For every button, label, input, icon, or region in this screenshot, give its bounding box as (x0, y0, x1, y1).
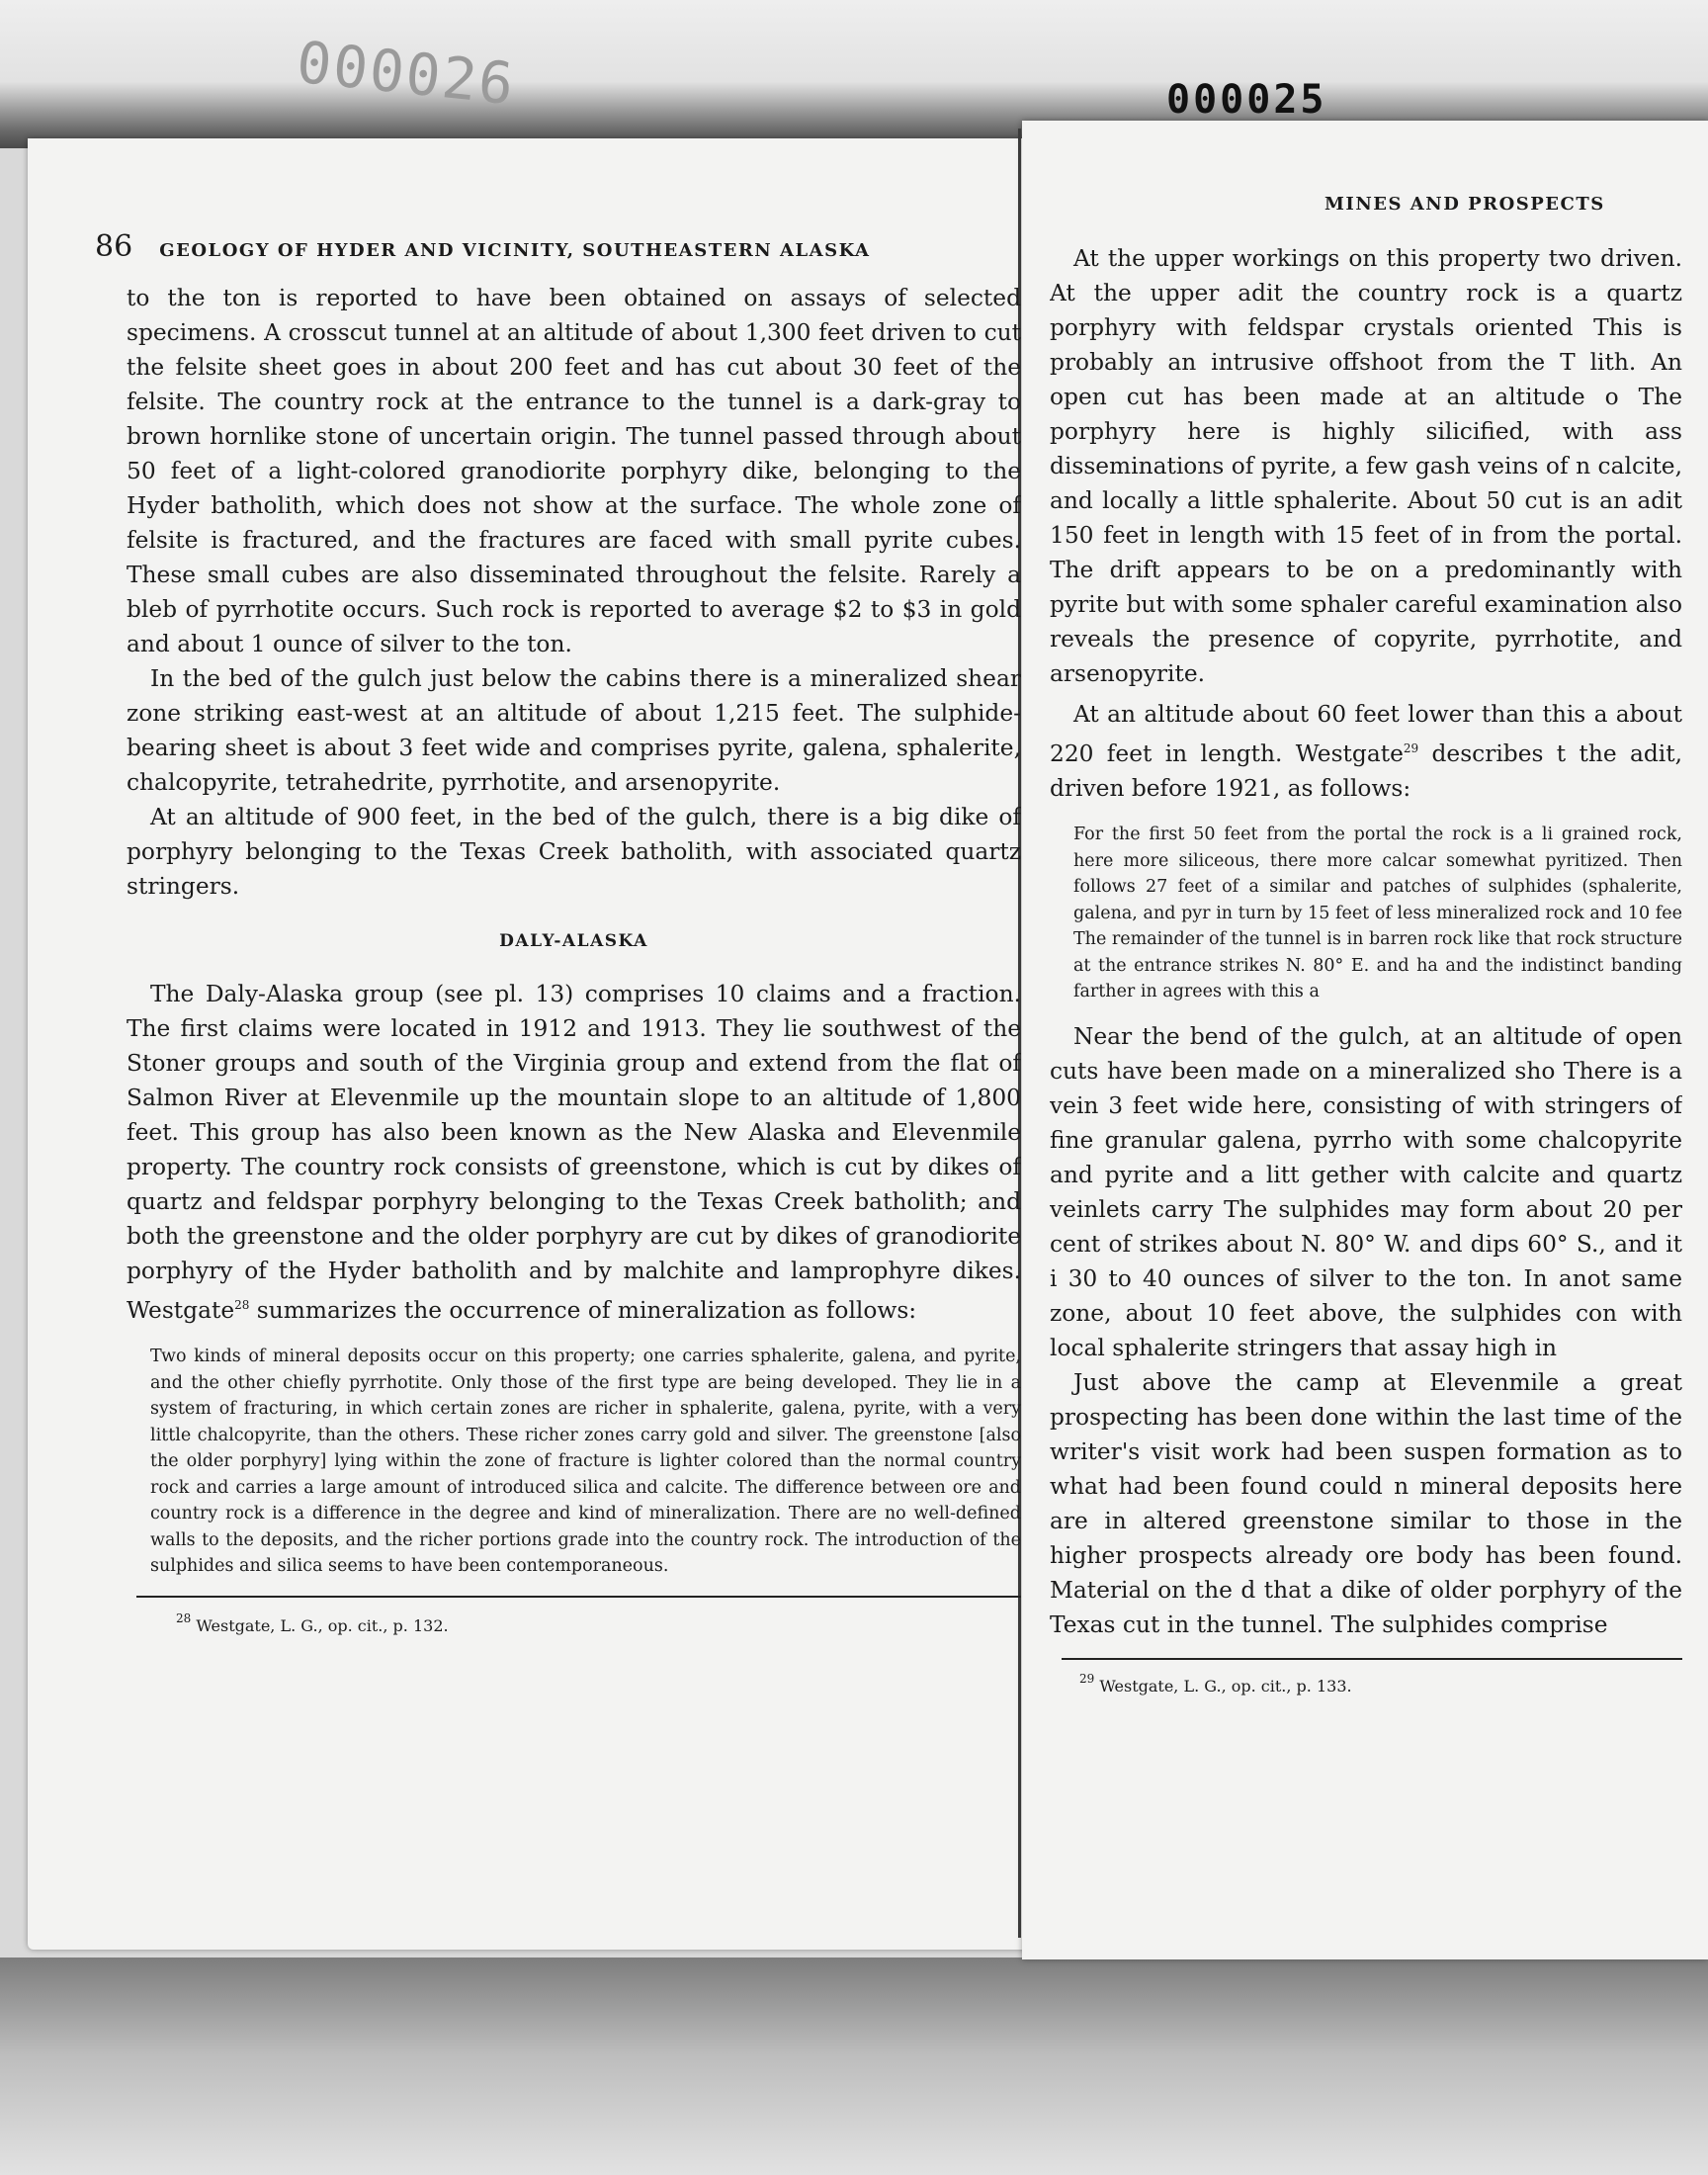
right-text-column (1050, 241, 1682, 1892)
running-title: GEOLOGY OF HYDER AND VICINITY, SOUTHEASTERN ALASKA (159, 240, 871, 261)
footnote-mark: 28 (176, 1610, 192, 1625)
block-quote: Two kinds of mineral deposits occur on this property; one carries sphalerite, galena, and pyrite, and the other chiefly pyrrhotite. Only those of the first type are being developed. They lie in a system of fracturing, in which certain zones are richer in sphalerite, galena, pyrite, with a very little chalcopyrite, than the others. These richer zones carry gold and silver. The greenstone [also the older porphyry] lying within the zone of fracture is lighter colored than the normal country rock and carries a large amount of introduced silica and calcite. The difference between ore and country rock is a difference in the degree and kind of mineralization. There are no well-defined walls to the deposits, and the richer portions grade into the country rock. The introduction of the sulphides and silica seems to have been contemporaneous. (150, 1347, 1021, 1576)
footnote-reference: 29 (1403, 741, 1419, 755)
paragraph-text: At an altitude about 60 feet lower than this a about 220 feet in length. Westgate (1050, 701, 1682, 767)
section-heading: DALY-ALASKA (499, 931, 648, 951)
paragraph (1050, 697, 1682, 806)
footnote-mark: 29 (1079, 1671, 1095, 1686)
paragraph-text: The Daly-Alaska group (see pl. 13) comprises 10 claims and a fraction. The first claims were located in 1912 and 1913. They lie southwest of the Stoner groups and south of the Virginia group and extend from the flat of Salmon River at Elevenmile up the mountain slope to an altitude of 1,800 feet. This group has also been known as the New Alaska and Elevenmile property. The country rock consists of greenstone, which is cut by dikes of quartz and feldspar porphyry belonging to the Texas Creek batholith; and both the greenstone and the older porphyry are cut by dikes of granodiorite porphyry of the Hyder batholith and by malchite and lamprophyre dikes. Westgate (127, 981, 1021, 1324)
footnote-rule (1062, 1658, 1682, 1660)
paragraph: Near the bend of the gulch, at an altitude of open cuts have been made on a mineralized sho There is a vein 3 feet wide here, consisting of with stringers of fine granular galena, pyrrho with some chalcopyrite and pyrite and a litt gether with calcite and quartz veinlets carry The sulphides may form about 20 per cent of strikes about N. 80° W. and dips 60° S., and it i 30 to 40 ounces of silver to the ton. In anot same zone, about 10 feet above, the sulphides con with local sphalerite stringers that assay high in (1050, 1022, 1682, 1361)
paragraph (127, 977, 1021, 1328)
block-quote: For the first 50 feet from the portal the rock is a li grained rock, here more siliceous, there more calcar somewhat pyritized. Then follows 27 feet of a similar and patches of sulphides (sphalerite, galena, and pyr in turn by 15 feet of less mineralized rock and 10 fee The remainder of the tunnel is in barren rock like that rock structure at the entrance strikes N. 80° E. and ha and the indistinct banding farther in agrees with this a (1073, 825, 1682, 1001)
paragraph: At the upper workings on this property two driven. At the upper adit the country rock is a quartz porphyry with feldspar crystals oriented This is probably an intrusive offshoot from the T lith. An open cut has been made at an altitude o The porphyry here is highly silicified, with ass disseminations of pyrite, a few gash veins of n calcite, and locally a little sphalerite. About 50 cut is an adit 150 feet in length with 15 feet of in from the portal. The drift appears to be on a predominantly with pyrite but with some sphaler careful examination also reveals the presence of copyrite, pyrrhotite, and arsenopyrite. (1050, 245, 1682, 687)
footnote-rule (136, 1596, 1021, 1598)
paragraph: In the bed of the gulch just below the cabins there is a mineralized shear zone striking east-west at an altitude of about 1,215 feet. The sulphide-bearing sheet is about 3 feet wide and comprises pyrite, galena, sphalerite, chalcopyrite, tetrahedrite, pyrrhotite, and arsenopyrite. (127, 665, 1021, 796)
left-running-head (95, 229, 984, 264)
footnote (1079, 1672, 1682, 1696)
right-column-content (1050, 241, 1682, 1696)
page-number: 86 (95, 229, 133, 264)
footnote (176, 1611, 1021, 1635)
faded-stamp-number: 000026 (294, 28, 519, 119)
paragraph-text: describes t the adit, driven before 1921, as follows: (1050, 740, 1682, 802)
paragraph: Just above the camp at Elevenmile a great prospecting has been done within the last time of the writer's visit work had been suspen formation as to what had been found could n mineral deposits here are in altered greenstone similar to those in the higher prospects already ore body has been found. Material on the d that a dike of older porphyry of the Texas cut in the tunnel. The sulphides comprise (1050, 1368, 1682, 1638)
paragraph: to the ton is reported to have been obtained on assays of selected specimens. A crosscut tunnel at an altitude of about 1,300 feet driven to cut the felsite sheet goes in about 200 feet and has cut about 30 feet of the felsite. The country rock at the entrance to the tunnel is a dark-gray to brown hornlike stone of uncertain origin. The tunnel passed through about 50 feet of a light-colored granodiorite porphyry dike, belonging to the Hyder batholith, which does not show at the surface. The whole zone of felsite is fractured, and the fractures are faced with small pyrite cubes. These small cubes are also disseminated throughout the felsite. Rarely a bleb of pyrrhotite occurs. Such rock is reported to average $2 to $3 in gold and about 1 ounce of silver to the ton. (127, 285, 1021, 657)
footnote-reference: 28 (234, 1298, 250, 1312)
paragraph: At an altitude of 900 feet, in the bed of the gulch, there is a big dike of porphyry belonging to the Texas Creek batholith, with associated quartz stringers. (127, 804, 1021, 900)
paragraph-text: summarizes the occurrence of mineralization as follows: (249, 1297, 917, 1324)
footnote-text: Westgate, L. G., op. cit., p. 133. (1094, 1676, 1352, 1696)
right-running-head: MINES AND PROSPECTS (1324, 194, 1605, 215)
footnote-text: Westgate, L. G., op. cit., p. 132. (191, 1615, 449, 1635)
document-stamp-number: 000025 (1166, 77, 1327, 123)
scan-bottom-shadow (0, 1958, 1708, 2175)
left-text-column (127, 281, 1021, 1942)
